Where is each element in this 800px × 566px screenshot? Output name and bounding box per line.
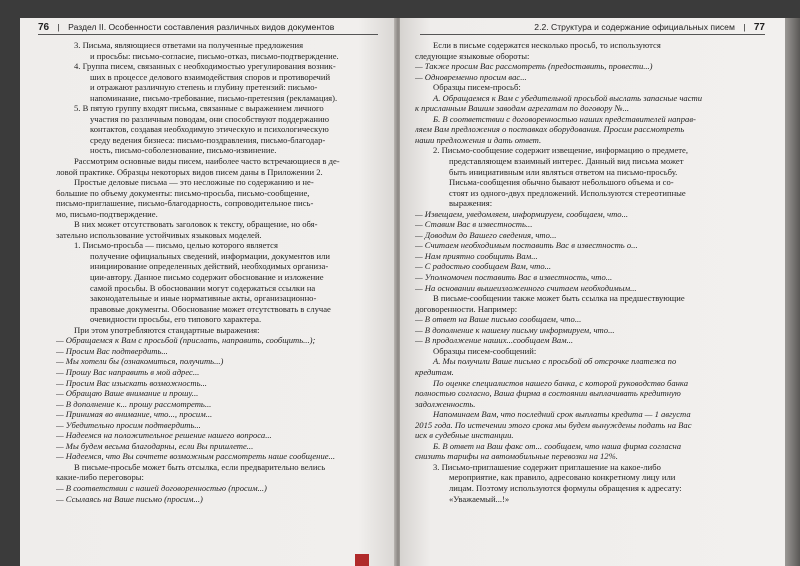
text-line: А. Мы получили Ваше письмо с просьбой об отсрочке платежа по <box>433 356 677 367</box>
text-line: очевидности просьбы, его типового характера. <box>90 314 262 325</box>
text-line: По оценке специалистов нашего банка, с которой руководство банка <box>433 377 688 388</box>
text-line: Письма-сообщения обычно бывают небольшого объема и со- <box>449 177 674 188</box>
text-line: 4. Группа писем, связанных с необходимостью урегулирования возник- <box>74 61 336 72</box>
text-line: Б. В соответствии с договоренностью наших представителей направ- <box>433 113 696 124</box>
text-line: — Принимая во внимание, что..., просим... <box>56 409 213 420</box>
text-line: — Обращаемся к Вам с просьбой (прислать, направить, сообщить...); <box>56 335 316 346</box>
text-line: 3. Письма, являющиеся ответами на полученные предложения <box>74 40 304 50</box>
text-line: — Считаем необходимым поставить Вас в известность о... <box>415 240 638 251</box>
text-line: задолженность. <box>415 398 476 409</box>
text-line: Образцы писем-сообщений: <box>433 345 537 356</box>
text-line: — Надеемся, что Вы сочтете возможным рассмотреть наше сообщение... <box>56 451 336 462</box>
text-line: А. Обращаемся к Вам с убедительной просьбой выслать запасные части <box>433 92 703 103</box>
text-line: — Прошу Вас направить в мой адрес... <box>56 366 200 377</box>
text-line: — Ссылаясь на Ваше письмо (просим...) <box>56 493 203 504</box>
text-line: 2015 года. По истечении этого срока мы будем вынуждены подать на Вас <box>415 419 692 430</box>
text-line: — С радостью сообщаем Вам, что... <box>415 261 552 272</box>
right-page-header: 2.2. Структура и содержание официальных писем | 77 <box>534 22 765 33</box>
right-page-number: 77 <box>753 22 765 33</box>
right-header-rule <box>420 34 765 35</box>
text-line: Б. В ответ на Ваш факс от... сообщаем, что наша фирма согласна <box>433 440 682 451</box>
left-running-head: Раздел II. Особенности составления различных видов документов <box>68 22 335 32</box>
text-line: к присланным Вашим заводам агрегатам по договору №... <box>415 103 629 114</box>
text-line: ции-автору. Данное письмо содержит обоснование и изложение <box>90 272 324 283</box>
text-line: снизить тарифы на автомобильные перевозки на 12%. <box>415 451 618 462</box>
text-line: В письме-просьбе может быть отсылка, если предварительно велись <box>74 461 326 472</box>
text-line: контактов, создавая необходимую этическую и психологическую <box>90 124 329 135</box>
text-line: 3. Письмо-приглашение содержит приглашение на какое-либо <box>433 461 661 472</box>
right-page <box>400 18 785 566</box>
text-line: 1. Письмо-просьба — письмо, целью которого является <box>74 240 278 251</box>
text-line: лицам. Поэтому используются формулы обращения к адресату: <box>449 482 682 493</box>
text-line: ность, письмо-соболезнование, письмо-извинение. <box>90 145 277 156</box>
text-line: полностью согласно, Ваша фирма в состоянии выплачивать кредитную <box>415 388 681 399</box>
text-line: ших в процессе делового взаимодействия споров и противоречий <box>90 71 331 82</box>
text-line: ловой практике. Образцы некоторых видов писем даны в Приложении 2. <box>56 166 323 177</box>
text-line: среду ведения бизнеса: письмо-поздравления, письмо-благодар- <box>90 134 326 145</box>
text-line: При этом употребляются стандартные выражения: <box>74 324 260 335</box>
text-line: — Просим Вас изыскать возможность... <box>56 377 207 388</box>
text-line: — В ответ на Ваше письмо сообщаем, что... <box>415 314 582 325</box>
text-line: — В дополнение к нашему письму информируем, что... <box>415 324 615 335</box>
left-header-rule <box>38 34 378 35</box>
text-line: наши предложения и дать ответ. <box>415 134 542 145</box>
text-line: мероприятие, как правило, адресовано конкретному лицу или <box>449 472 676 483</box>
bookmark-ribbon <box>355 554 369 566</box>
text-line: зательно использование устойчивых языковых моделей. <box>56 229 262 240</box>
text-line: — Уполномочен поставить Вас в известность, что... <box>415 272 613 283</box>
text-line: — В дополнение к... прошу рассмотреть... <box>56 398 212 409</box>
text-line: В письме-сообщении также может быть ссылка на предшествующие <box>433 293 685 304</box>
text-line: Образцы писем-просьб: <box>433 82 521 93</box>
text-line: — Просим Вас подтвердить... <box>56 345 168 356</box>
text-line: — Одновременно просим вас... <box>415 71 527 82</box>
text-line: — В продолжение наших...сообщаем Вам... <box>415 335 574 346</box>
text-line: ляем Вам предложения о поставках оборудования. Просим рассмотреть <box>415 124 685 135</box>
text-line: — Извещаем, уведомляем, информируем, сообщаем, что... <box>415 208 629 219</box>
text-line: законодательные и иные нормативные акты, организационно- <box>90 293 317 304</box>
text-line: 2. Письмо-сообщение содержит извещение, информацию о предмете, <box>433 145 689 156</box>
text-line: — Нам приятно сообщить Вам... <box>415 250 538 261</box>
text-line: представляющем взаимный интерес. Данный вид письма может <box>449 156 684 167</box>
text-line: — Мы хотели бы (ознакомиться, получить...) <box>56 356 224 367</box>
text-line: Если в письме содержатся несколько просьб, то используются <box>433 40 661 50</box>
text-line: Напоминаем Вам, что последний срок выплаты кредита — 1 августа <box>433 409 691 420</box>
text-line: участия по различным поводам, они способствуют поддержанию <box>90 113 330 124</box>
text-line: — Также просим Вас рассмотреть (предоставить, провести...) <box>415 61 653 72</box>
text-line: большие по объему документы: письмо-просьба, письмо-сообщение, <box>56 187 310 198</box>
text-line: — На основании вышеизложенного считаем необходимым... <box>415 282 637 293</box>
text-line: стоят из одного-двух предложений. Используются стереотипные <box>449 187 686 198</box>
left-page-header: 76 | Раздел II. Особенности составления различных видов документов <box>38 22 335 33</box>
text-line: В них может отсутствовать заголовок к тексту, обращение, но обя- <box>74 219 318 230</box>
text-line: Простые деловые письма — это несложные по содержанию и не- <box>74 177 314 188</box>
text-line: правовые документы. Обоснование может отсутствовать в случае <box>90 303 331 314</box>
text-line: следующие языковые обороты: <box>415 50 530 61</box>
text-line: договоренности. Например: <box>415 303 518 314</box>
text-line: и отражают различную степень и глубину претензий: письмо- <box>90 82 318 93</box>
text-line: самой просьбы. В обосновании могут содержаться ссылки на <box>90 282 316 293</box>
text-line: — В соответствии с нашей договоренностью (просим...) <box>56 482 267 493</box>
text-line: «Уважаемый...!» <box>449 493 510 504</box>
text-line: мо, письмо-подтверждение. <box>56 208 158 219</box>
left-page-number: 76 <box>38 22 50 33</box>
text-line: — Обращаю Ваше внимание и прошу... <box>56 388 199 399</box>
text-line: выражения: <box>449 198 493 209</box>
text-line: письмо-приглашение, письмо-благодарность, сопроводительное пись- <box>56 198 314 209</box>
text-line: Рассмотрим основные виды писем, наиболее часто встречающиеся в де- <box>74 156 340 167</box>
right-page-body <box>415 40 742 504</box>
right-running-head: 2.2. Структура и содержание официальных писем <box>534 22 735 32</box>
text-line: напоминание, письмо-требование, письмо-претензия (рекламация). <box>90 92 338 103</box>
book-page-edges <box>785 18 800 566</box>
text-line: — Убедительно просим подтвердить... <box>56 419 201 430</box>
text-line: — Доводим до Вашего сведения, что... <box>415 229 557 240</box>
text-line: получение официальных сведений, информации, документов или <box>90 250 330 261</box>
text-line: иск в судебные инстанции. <box>415 430 514 441</box>
left-page-body <box>56 40 391 504</box>
text-line: — Мы будем весьма благодарны, если Вы пришлете... <box>56 440 254 451</box>
text-line: — Надеемся на положительное решение нашего вопроса... <box>56 430 272 441</box>
text-line: и просьбы: письмо-согласие, письмо-отказ, письмо-подтверждение. <box>90 50 339 61</box>
text-line: кредитам. <box>415 366 454 377</box>
text-line: инициирование определенных действий, необходимых организа- <box>90 261 329 272</box>
text-line: какие-либо переговоры: <box>56 472 144 483</box>
left-page <box>20 18 396 566</box>
text-line: быть инициативным или являться ответом на письмо-просьбу. <box>449 166 678 177</box>
text-line: 5. В пятую группу входят письма, связанные с выражением личного <box>74 103 324 114</box>
text-line: — Ставим Вас в известность... <box>415 219 533 230</box>
